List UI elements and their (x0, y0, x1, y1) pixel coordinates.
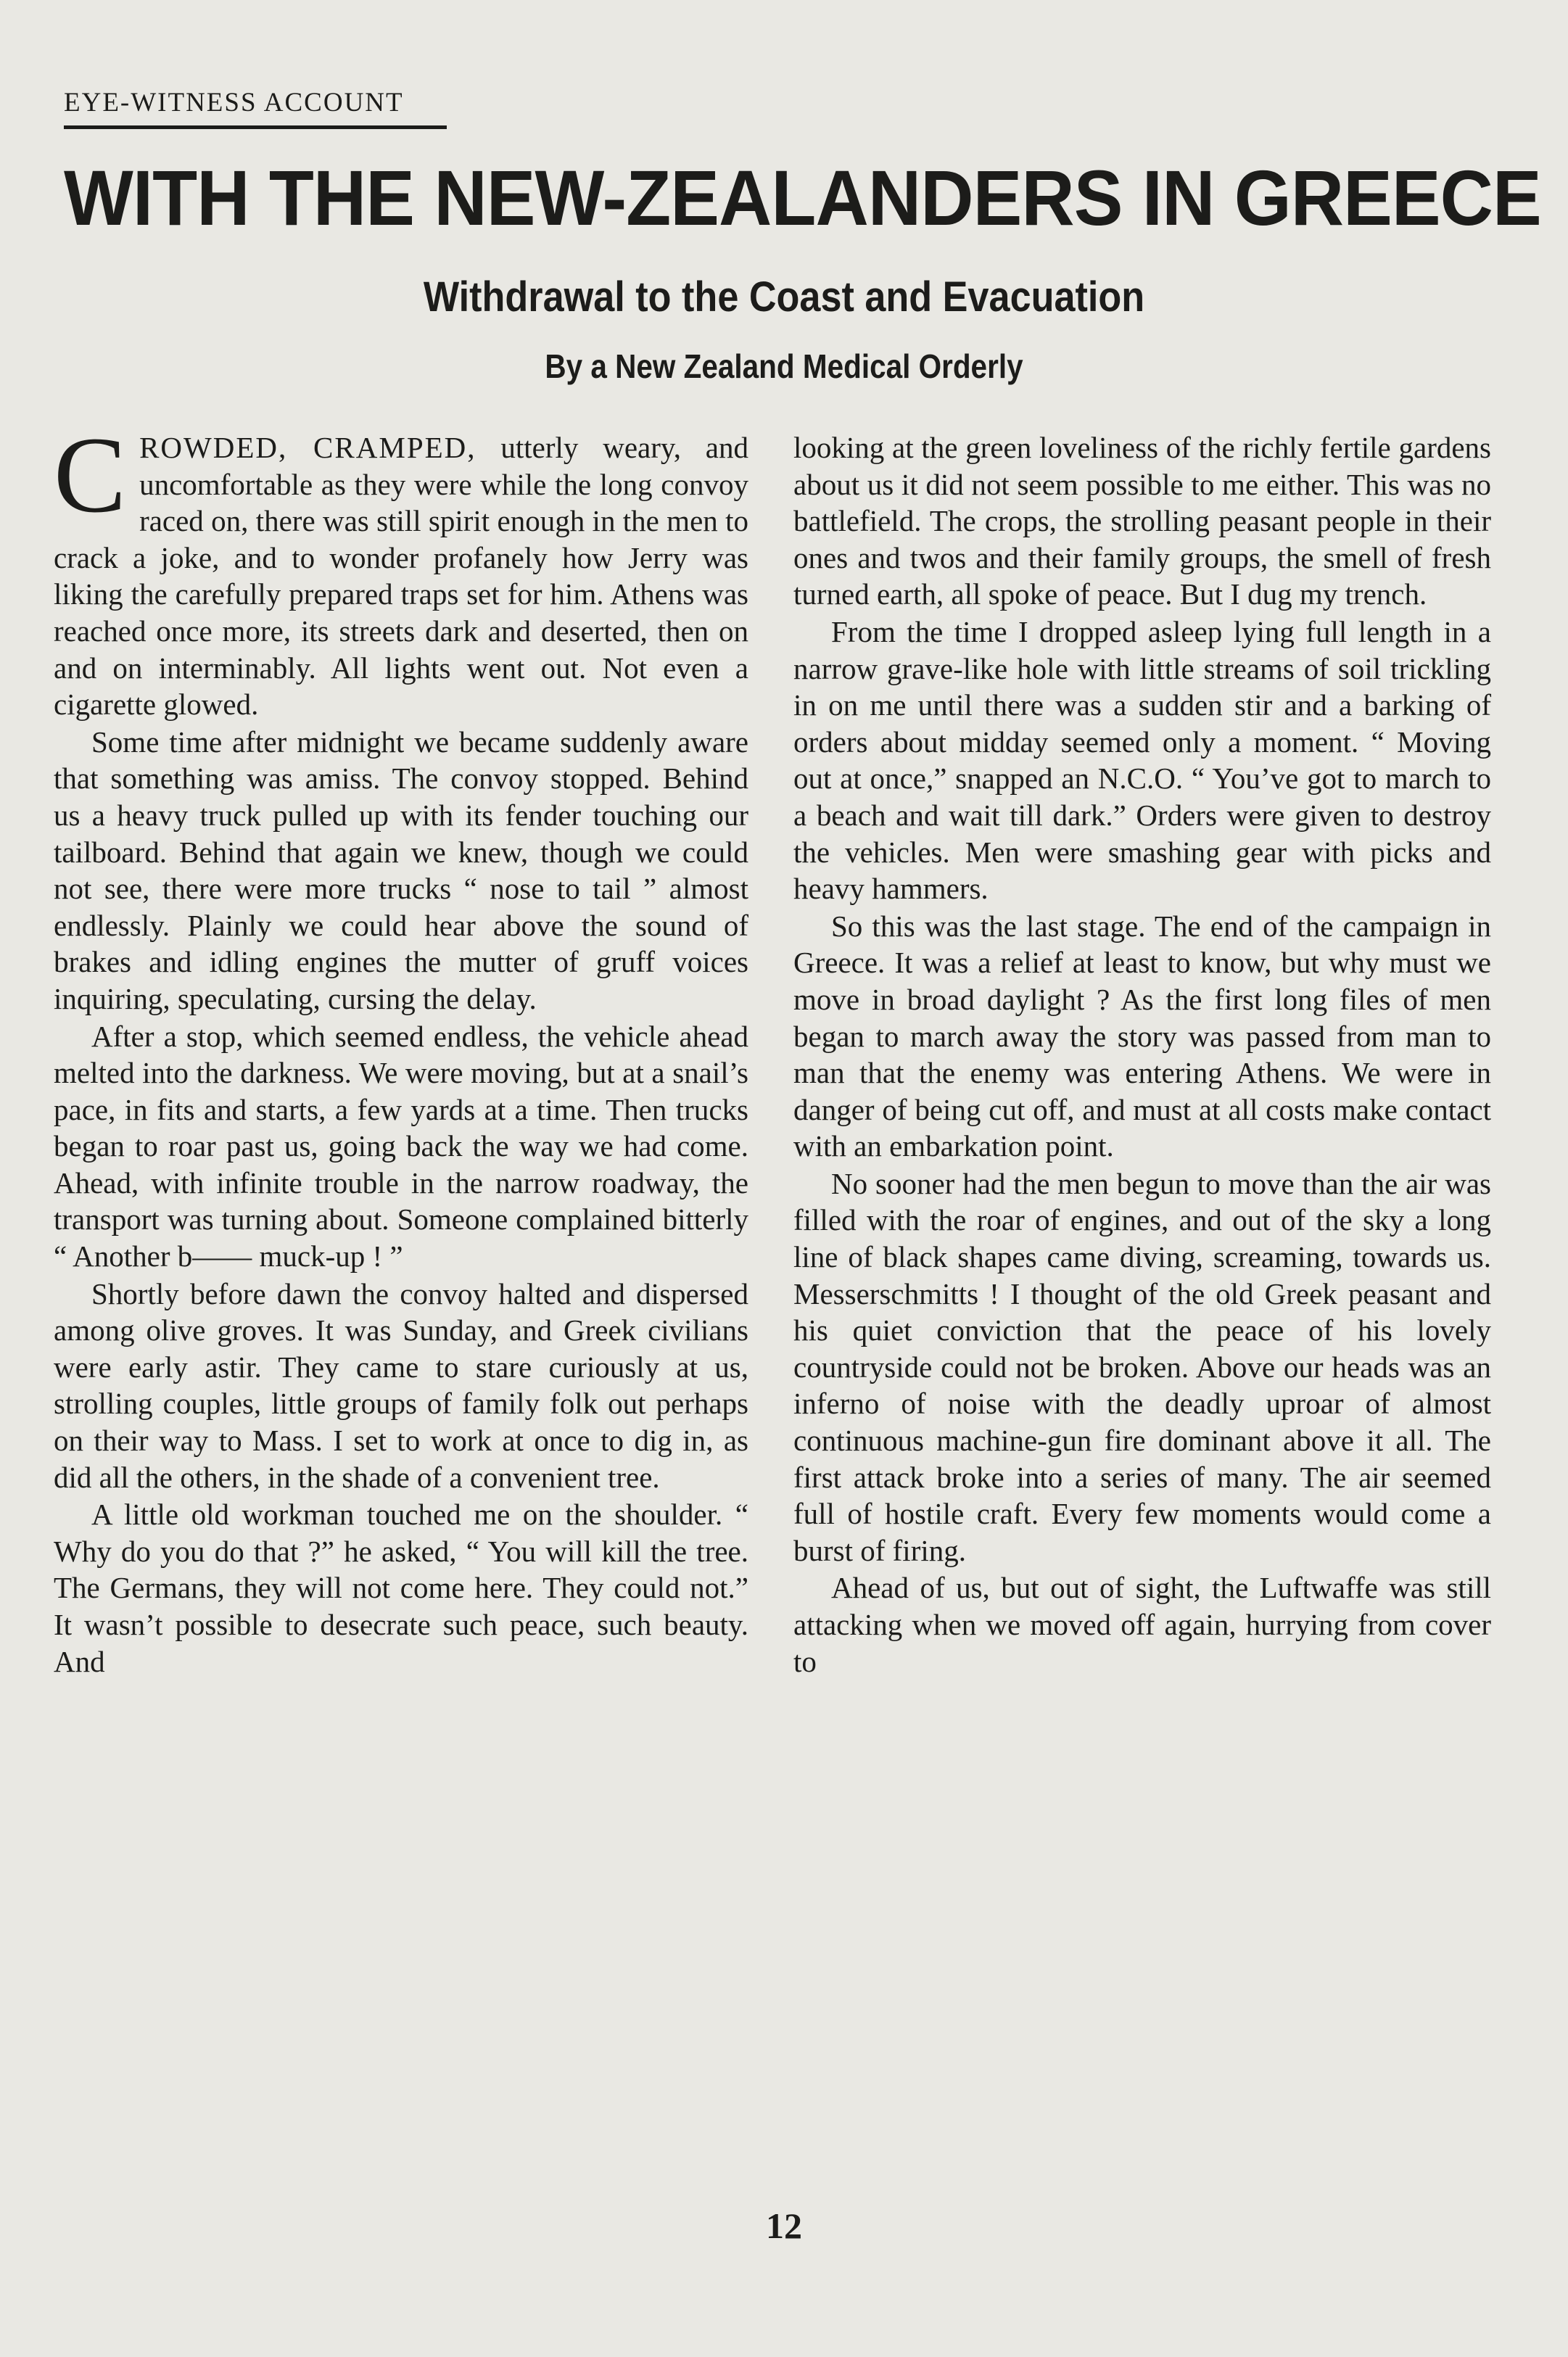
paragraph: After a stop, which seemed endless, the vehicle ahead melted into the darkness. We were moving, but at a snail’s pace, in fits and starts, a few yards at a time. Then trucks began to roar past us, going back the way we had come. Ahead, with infinite trouble in the narrow roadway, the transport was turning about. Someone complained bitterly “ Another b—— muck-up ! ” (54, 1019, 748, 1274)
article-headline: WITH THE NEW-ZEALANDERS IN GREECE (64, 154, 1541, 242)
paragraph: Shortly before dawn the convoy halted and dispersed among olive groves. It was Sunday, and Greek civilians were early astir. They came to stare curiously at us, strolling couples, little groups of family folk out perhaps on their way to Mass. I set to work at once to dig in, as did all the others, in the shade of a convenient tree. (54, 1276, 748, 1494)
paragraph: From the time I dropped asleep lying full length in a narrow grave-like hole with little streams of soil trickling in on me until there was a sudden stir and a barking of orders about midday seemed only a moment. “ Moving out at once,” snapped an N.C.O. “ You’ve got to march to a beach and wait till dark.” Orders were given to destroy the vehicles. Men were smashing gear with picks and heavy hammers. (793, 614, 1491, 906)
paragraph: A little old workman touched me on the shoulder. “ Why do you do that ?” he asked, “ You will kill the tree. The Germans, they will not come here. They could not.” It wasn’t possible to desecrate such peace, such beauty. And (54, 1498, 748, 1678)
paragraph: So this was the last stage. The end of the campaign in Greece. It was a relief at least to know, but why must we move in broad daylight ? As the first long files of men began to march away the story was passed from man to man that the enemy was entering Athens. We were in danger of being cut off, and must at all costs make contact with an embarkation point. (793, 909, 1491, 1163)
opening-paragraph (54, 415, 748, 723)
opening-smallcaps: ROWDED, CRAMPED, (139, 431, 476, 464)
paragraph: Ahead of us, but out of sight, the Luftwaffe was still attacking when we moved off again, hurrying from cover to (793, 1571, 1491, 1678)
left-column (54, 415, 748, 1680)
right-column (793, 429, 1491, 1680)
page-number: 12 (766, 2205, 802, 2246)
opening-text: utterly weary, and uncomfortable as they were while the long convoy raced on, there was still spirit enough in the men to crack a joke, and to wonder profanely how Jerry was liking the carefully prepared traps set for him. Athens was reached once more, its streets dark and deserted, then on and on interminably. All lights went out. Not even a cigarette glowed. (54, 431, 748, 722)
drop-cap: C (54, 415, 127, 535)
paragraph: Some time after midnight we became suddenly aware that something was amiss. The convoy stopped. Behind us a heavy truck pulled up with its fender touching our tailboard. Behind that again we knew, though we could not see, there were more trucks “ nose to tail ” almost endlessly. Plainly we could hear above the sound of brakes and idling engines the mutter of gruff voices inquiring, speculating, cursing the delay. (54, 725, 748, 1015)
article-byline: By a New Zealand Medical Orderly (545, 347, 1023, 385)
continued-paragraph: looking at the green loveliness of the richly fertile gardens about us it did not seem possible to me either. This was no battlefield. The crops, the strolling peasant people in their ones and twos and their family groups, the smell of fresh turned earth, all spoke of peace. But I dug my trench. (793, 431, 1491, 611)
paragraph: No sooner had the men begun to move than the air was filled with the roar of engines, and out of the sky a long line of black shapes came diving, screaming, towards us. Messerschmitts ! I thought of the old Greek peasant and his quiet conviction that the peace of his lovely countryside could not be broken. Above our heads was an inferno of noise with the deadly uproar of almost continuous machine-gun fire dominant above it all. The first attack broke into a series of many. The air seemed full of hostile craft. Every few moments would come a burst of firing. (793, 1166, 1491, 1567)
article-subtitle: Withdrawal to the Coast and Evacuation (423, 273, 1145, 321)
section-kicker: EYE-WITNESS ACCOUNT (64, 87, 447, 129)
